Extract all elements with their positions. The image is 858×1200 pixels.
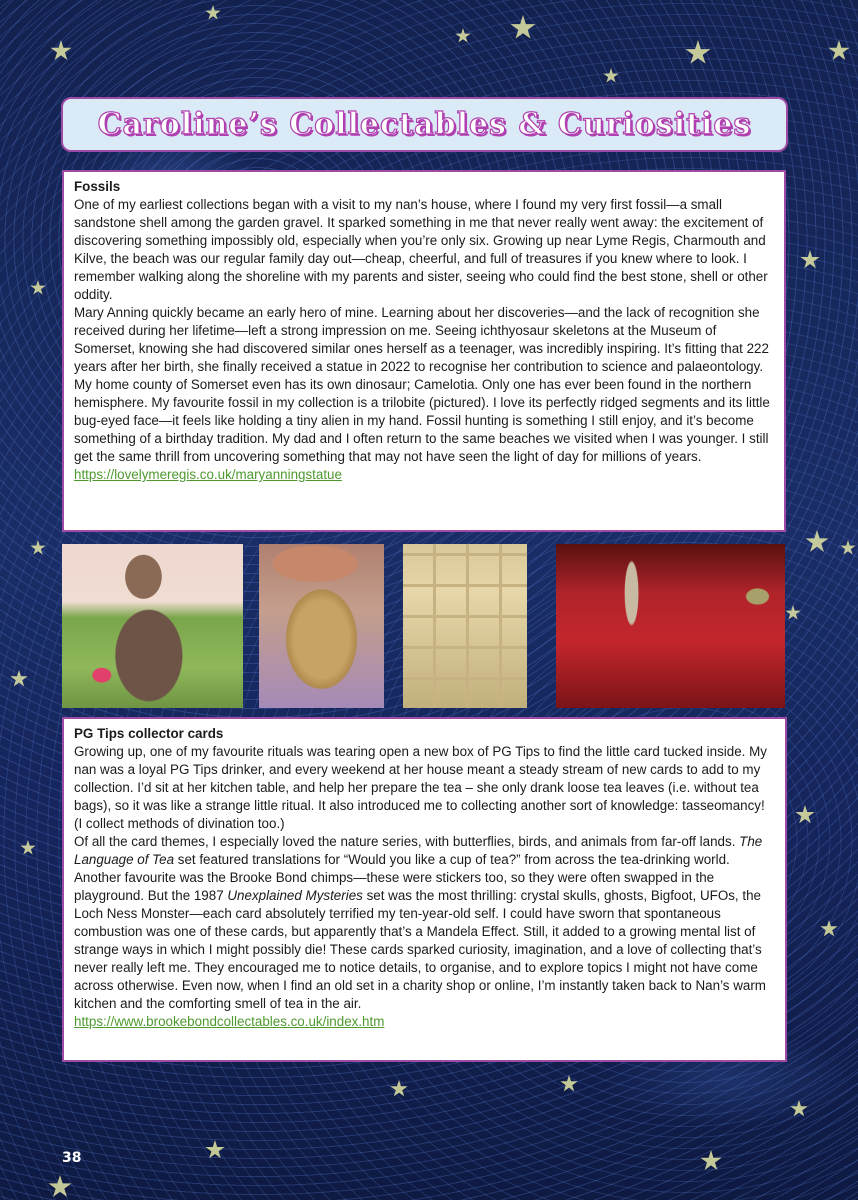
star-icon bbox=[205, 5, 221, 21]
star-icon bbox=[820, 920, 838, 938]
museum-ichthyosaur-photo bbox=[556, 544, 785, 708]
star-icon bbox=[20, 840, 36, 856]
star-icon bbox=[390, 1080, 408, 1098]
star-icon bbox=[785, 605, 801, 621]
page-title: Caroline’s Collectables & Curiosities bbox=[97, 107, 752, 142]
paragraph: Growing up, one of my favourite rituals was tearing open a new box of PG Tips to find the little card tucked inside. My nan was a loyal PG Tips drinker, and every weekend at her house meant a steady stream of new cards to add to my collection. I’d sit at her kitchen table, and help her prepare the tea – she only drank loose tea leaves (i.e. without tea bags), so it was like a strange little ritual. It also introduced me to collecting another sort of knowledge: tasseomancy! (I collect methods of divination too.) bbox=[74, 744, 767, 831]
star-icon bbox=[685, 40, 711, 66]
section-heading: Fossils bbox=[74, 179, 121, 194]
star-icon bbox=[560, 1075, 578, 1093]
mary-anning-statue-link[interactable]: https://lovelymeregis.co.uk/maryanningstatue bbox=[74, 467, 342, 482]
star-icon bbox=[800, 250, 820, 270]
page-number: 38 bbox=[62, 1150, 82, 1166]
brooke-bond-collectables-link[interactable]: https://www.brookebondcollectables.co.uk/index.htm bbox=[74, 1014, 385, 1029]
star-icon bbox=[790, 1100, 808, 1118]
fossil-collection-box-photo bbox=[403, 544, 527, 708]
text-run: Of all the card themes, I especially loved the nature series, with butterflies, birds, and animals from far-off lands. bbox=[74, 834, 740, 849]
star-icon bbox=[840, 540, 856, 556]
star-icon bbox=[205, 1140, 225, 1160]
star-icon bbox=[603, 68, 619, 84]
paragraph: Mary Anning quickly became an early hero of mine. Learning about her discoveries—and the lack of recognition she received during her lifetime—left a strong impression on me. Seeing ichthyosaur skeletons at the Museum of Somerset, knowing she had discovered similar ones herself as a teenager, was incredibly inspiring. It’s fitting that 222 years after her birth, she finally received a statue in 2022 to recognise her contribution to science and palaeontology. My home county of Somerset even has its own dinosaur; Camelotia. Only one has ever been found in the northern hemisphere. My favourite fossil in my collection is a trilobite (pictured). I love its perfectly ridged segments and its little bug-eyed face—it feels like holding a tiny alien in my hand. Fossil hunting is something I still enjoy, and it’s become something of a birthday tradition. My dad and I often return to the same beaches we visited when I was younger. I still get the same thrill from uncovering something that may not have seen the light of day for millions of years. bbox=[74, 305, 770, 464]
text-run: set was the most thrilling: crystal skulls, ghosts, Bigfoot, UFOs, the Loch Ness Monster—each card absolutely terrified my ten-year-old self. I could have sworn that spontaneous combustion was one of these cards, but apparently that’s a Mandela Effect. Still, it added to a growing mental list of strange ways in which I might possibly die! These cards sparked curiosity, imagination, and a love of collecting that’s never really left me. They encouraged me to notice details, to organise, and to explore topics I might not have come across otherwise. Even now, when I find an old set in a charity shop or online, I’m instantly taken back to Nan’s warm kitchen and the comforting smell of tea in the air. bbox=[74, 888, 766, 1011]
mary-anning-statue-photo bbox=[62, 544, 243, 708]
star-icon bbox=[30, 540, 46, 556]
star-icon bbox=[10, 670, 28, 688]
section-heading: PG Tips collector cards bbox=[74, 726, 224, 741]
paragraph: One of my earliest collections began with a visit to my nan’s house, where I found my very first fossil—a small sandstone shell among the garden gravel. It sparked something in me that never really went away: the excitement of discovering something impossibly old, especially when you’re only six. Growing up near Lyme Regis, Charmouth and Kilve, the beach was our regular family day out—cheap, cheerful, and full of treasures if you knew where to look. I remember walking along the shoreline with my parents and sister, seeing who could find the best stone, shell or other oddity. bbox=[74, 197, 768, 302]
pg-tips-section bbox=[62, 717, 787, 1062]
trilobite-photo bbox=[259, 544, 384, 708]
fossils-section bbox=[62, 170, 786, 532]
star-icon bbox=[805, 530, 829, 554]
italic-title: The Language of Tea bbox=[74, 834, 763, 867]
text-run: set featured translations for “Would you like a cup of tea?” from across the tea-drinking world. Another favourite was the Brooke Bond chimps—these were stickers too, so they were often swapped in the playground. But the 1987 bbox=[74, 852, 730, 903]
title-banner bbox=[61, 97, 788, 152]
star-icon bbox=[510, 15, 536, 41]
star-icon bbox=[828, 40, 850, 62]
paragraph bbox=[74, 833, 775, 1013]
star-icon bbox=[795, 805, 815, 825]
star-icon bbox=[700, 1150, 722, 1172]
star-icon bbox=[455, 28, 471, 44]
star-icon bbox=[50, 40, 72, 62]
star-icon bbox=[30, 280, 46, 296]
star-icon bbox=[48, 1175, 72, 1199]
italic-title: Unexplained Mysteries bbox=[227, 888, 363, 903]
